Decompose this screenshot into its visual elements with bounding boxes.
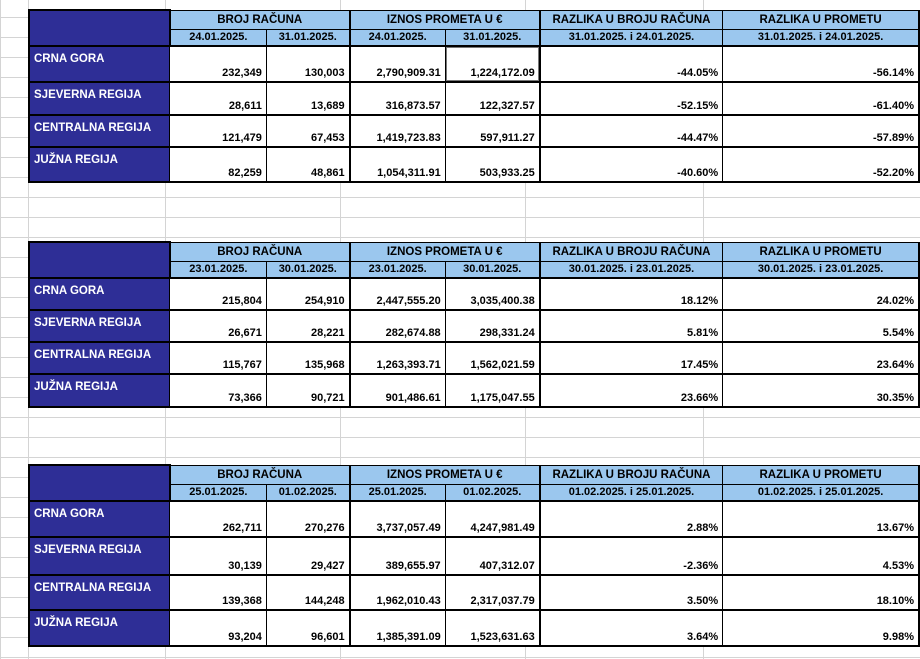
razlika-broj-cell[interactable]: 3.64% xyxy=(540,610,723,646)
table-row xyxy=(29,501,919,537)
header-razlika-promet[interactable]: RAZLIKA U PROMETU xyxy=(723,242,919,261)
iznos-cell[interactable]: 122,327.57 xyxy=(445,82,540,115)
table-row xyxy=(29,575,919,610)
iznos-cell[interactable]: 1,175,047.55 xyxy=(445,374,540,407)
broj-cell[interactable]: 135,968 xyxy=(266,342,349,374)
header-broj-racuna[interactable]: BROJ RAČUNA xyxy=(170,242,350,261)
iznos-cell[interactable]: 901,486.61 xyxy=(350,374,446,407)
razlika-broj-cell[interactable]: 18.12% xyxy=(540,278,723,310)
iznos-cell[interactable]: 3,035,400.38 xyxy=(445,278,540,310)
broj-cell[interactable]: 28,221 xyxy=(266,310,349,342)
table-row xyxy=(29,342,919,374)
razlika-broj-cell[interactable]: 17.45% xyxy=(540,342,723,374)
broj-cell[interactable]: 215,804 xyxy=(170,278,267,310)
table-row xyxy=(29,374,919,407)
iznos-cell[interactable]: 1,962,010.43 xyxy=(350,575,446,610)
diff-dates-promet[interactable]: 30.01.2025. i 23.01.2025. xyxy=(723,261,919,278)
broj-cell[interactable]: 232,349 xyxy=(170,46,267,82)
region-label[interactable]: CRNA GORA xyxy=(29,46,170,82)
table-row xyxy=(29,310,919,342)
data-table xyxy=(28,464,920,647)
date-col-2[interactable]: 30.01.2025. xyxy=(266,261,349,278)
date-col-1[interactable]: 23.01.2025. xyxy=(170,261,267,278)
diff-dates-broj[interactable]: 30.01.2025. i 23.01.2025. xyxy=(540,261,723,278)
header-iznos-prometa[interactable]: IZNOS PROMETA U € xyxy=(350,465,540,484)
broj-cell[interactable]: 28,611 xyxy=(170,82,267,115)
iznos-cell[interactable]: 298,331.24 xyxy=(445,310,540,342)
razlika-broj-cell[interactable]: 23.66% xyxy=(540,374,723,407)
iznos-cell[interactable]: 1,385,391.09 xyxy=(350,610,446,646)
comparison-table-3 xyxy=(0,464,920,647)
razlika-broj-cell[interactable]: 5.81% xyxy=(540,310,723,342)
iznos-cell[interactable]: 1,562,021.59 xyxy=(445,342,540,374)
broj-cell[interactable]: 130,003 xyxy=(266,46,349,82)
date-col-4[interactable]: 31.01.2025. xyxy=(445,29,540,46)
razlika-promet-cell[interactable]: -61.40% xyxy=(723,82,919,115)
header-iznos-prometa[interactable]: IZNOS PROMETA U € xyxy=(350,242,540,261)
razlika-promet-cell[interactable]: 24.02% xyxy=(723,278,919,310)
razlika-promet-cell[interactable]: 18.10% xyxy=(723,575,919,610)
table-row xyxy=(29,115,919,147)
broj-cell[interactable]: 270,276 xyxy=(266,501,349,537)
broj-cell[interactable]: 67,453 xyxy=(266,115,349,147)
header-corner-cell[interactable] xyxy=(29,242,170,278)
header-iznos-prometa[interactable]: IZNOS PROMETA U € xyxy=(350,10,540,29)
data-table xyxy=(28,9,920,183)
header-razlika-promet[interactable]: RAZLIKA U PROMETU xyxy=(723,10,919,29)
date-col-1[interactable]: 25.01.2025. xyxy=(170,484,267,501)
iznos-cell[interactable]: 3,737,057.49 xyxy=(350,501,446,537)
table-row xyxy=(29,147,919,182)
table-row xyxy=(29,46,919,82)
date-col-4[interactable]: 30.01.2025. xyxy=(445,261,540,278)
broj-cell[interactable]: 139,368 xyxy=(170,575,267,610)
header-corner-cell[interactable] xyxy=(29,10,170,46)
razlika-broj-cell[interactable]: -44.47% xyxy=(540,115,723,147)
iznos-cell[interactable]: 2,790,909.31 xyxy=(350,46,446,82)
iznos-cell[interactable]: 1,263,393.71 xyxy=(350,342,446,374)
iznos-cell[interactable]: 2,447,555.20 xyxy=(350,278,446,310)
date-col-2[interactable]: 31.01.2025. xyxy=(266,29,349,46)
iznos-cell[interactable]: 1,054,311.91 xyxy=(350,147,446,182)
region-label[interactable]: CENTRALNA REGIJA xyxy=(29,575,170,610)
broj-cell[interactable]: 29,427 xyxy=(266,537,349,575)
razlika-promet-cell[interactable]: 9.98% xyxy=(723,610,919,646)
table-row xyxy=(29,278,919,310)
iznos-cell[interactable]: 316,873.57 xyxy=(350,82,446,115)
header-razlika-broj[interactable]: RAZLIKA U BROJU RAČUNA xyxy=(540,465,723,484)
header-broj-racuna[interactable]: BROJ RAČUNA xyxy=(170,10,350,29)
region-label[interactable]: JUŽNA REGIJA xyxy=(29,374,170,407)
razlika-promet-cell[interactable]: -56.14% xyxy=(723,46,919,82)
data-table xyxy=(28,241,920,408)
broj-cell[interactable]: 26,671 xyxy=(170,310,267,342)
diff-dates-broj[interactable]: 01.02.2025. i 25.01.2025. xyxy=(540,484,723,501)
razlika-promet-cell[interactable]: 30.35% xyxy=(723,374,919,407)
comparison-table-2 xyxy=(0,241,920,408)
header-corner-cell[interactable] xyxy=(29,465,170,501)
header-razlika-broj[interactable]: RAZLIKA U BROJU RAČUNA xyxy=(540,242,723,261)
broj-cell[interactable]: 93,204 xyxy=(170,610,267,646)
date-col-3[interactable]: 25.01.2025. xyxy=(350,484,446,501)
razlika-broj-cell[interactable]: 2.88% xyxy=(540,501,723,537)
region-label[interactable]: JUŽNA REGIJA xyxy=(29,610,170,646)
region-label[interactable]: CENTRALNA REGIJA xyxy=(29,342,170,374)
table-row xyxy=(29,82,919,115)
table-row xyxy=(29,610,919,646)
iznos-cell[interactable]: 2,317,037.79 xyxy=(445,575,540,610)
header-broj-racuna[interactable]: BROJ RAČUNA xyxy=(170,465,350,484)
diff-dates-broj[interactable]: 31.01.2025. i 24.01.2025. xyxy=(540,29,723,46)
razlika-broj-cell[interactable]: -44.05% xyxy=(540,46,723,82)
region-label[interactable]: SJEVERNA REGIJA xyxy=(29,82,170,115)
header-razlika-broj[interactable]: RAZLIKA U BROJU RAČUNA xyxy=(540,10,723,29)
iznos-cell[interactable]: 1,419,723.83 xyxy=(350,115,446,147)
iznos-cell[interactable]: 503,933.25 xyxy=(445,147,540,182)
table-row xyxy=(29,537,919,575)
broj-cell[interactable]: 115,767 xyxy=(170,342,267,374)
date-col-3[interactable]: 23.01.2025. xyxy=(350,261,446,278)
date-col-3[interactable]: 24.01.2025. xyxy=(350,29,446,46)
iznos-cell[interactable]: 1,523,631.63 xyxy=(445,610,540,646)
razlika-promet-cell[interactable]: -52.20% xyxy=(723,147,919,182)
razlika-promet-cell[interactable]: 4.53% xyxy=(723,537,919,575)
diff-dates-promet[interactable]: 01.02.2025. i 25.01.2025. xyxy=(723,484,919,501)
broj-cell[interactable]: 82,259 xyxy=(170,147,267,182)
date-col-4[interactable]: 01.02.2025. xyxy=(445,484,540,501)
iznos-cell[interactable]: 4,247,981.49 xyxy=(445,501,540,537)
iznos-cell[interactable]: 597,911.27 xyxy=(445,115,540,147)
date-col-2[interactable]: 01.02.2025. xyxy=(266,484,349,501)
iznos-cell[interactable]: 282,674.88 xyxy=(350,310,446,342)
broj-cell[interactable]: 262,711 xyxy=(170,501,267,537)
region-label[interactable]: SJEVERNA REGIJA xyxy=(29,310,170,342)
razlika-broj-cell[interactable]: 3.50% xyxy=(540,575,723,610)
region-label[interactable]: CRNA GORA xyxy=(29,278,170,310)
broj-cell[interactable]: 90,721 xyxy=(266,374,349,407)
broj-cell[interactable]: 30,139 xyxy=(170,537,267,575)
region-label[interactable]: CRNA GORA xyxy=(29,501,170,537)
broj-cell[interactable]: 13,689 xyxy=(266,82,349,115)
iznos-cell[interactable]: 407,312.07 xyxy=(445,537,540,575)
iznos-cell[interactable]: 389,655.97 xyxy=(350,537,446,575)
broj-cell[interactable]: 48,861 xyxy=(266,147,349,182)
date-col-1[interactable]: 24.01.2025. xyxy=(170,29,267,46)
razlika-broj-cell[interactable]: -2.36% xyxy=(540,537,723,575)
region-label[interactable]: SJEVERNA REGIJA xyxy=(29,537,170,575)
broj-cell[interactable]: 121,479 xyxy=(170,115,267,147)
diff-dates-promet[interactable]: 31.01.2025. i 24.01.2025. xyxy=(723,29,919,46)
iznos-cell-selected[interactable]: 1,224,172.09 xyxy=(445,46,540,82)
razlika-promet-cell[interactable]: -57.89% xyxy=(723,115,919,147)
broj-cell[interactable]: 96,601 xyxy=(266,610,349,646)
broj-cell[interactable]: 73,366 xyxy=(170,374,267,407)
razlika-promet-cell[interactable]: 5.54% xyxy=(723,310,919,342)
broj-cell[interactable]: 254,910 xyxy=(266,278,349,310)
region-label[interactable]: JUŽNA REGIJA xyxy=(29,147,170,182)
comparison-table-1 xyxy=(0,9,920,183)
region-label[interactable]: CENTRALNA REGIJA xyxy=(29,115,170,147)
razlika-broj-cell[interactable]: -40.60% xyxy=(540,147,723,182)
broj-cell[interactable]: 144,248 xyxy=(266,575,349,610)
razlika-broj-cell[interactable]: -52.15% xyxy=(540,82,723,115)
razlika-promet-cell[interactable]: 13.67% xyxy=(723,501,919,537)
header-razlika-promet[interactable]: RAZLIKA U PROMETU xyxy=(723,465,919,484)
razlika-promet-cell[interactable]: 23.64% xyxy=(723,342,919,374)
